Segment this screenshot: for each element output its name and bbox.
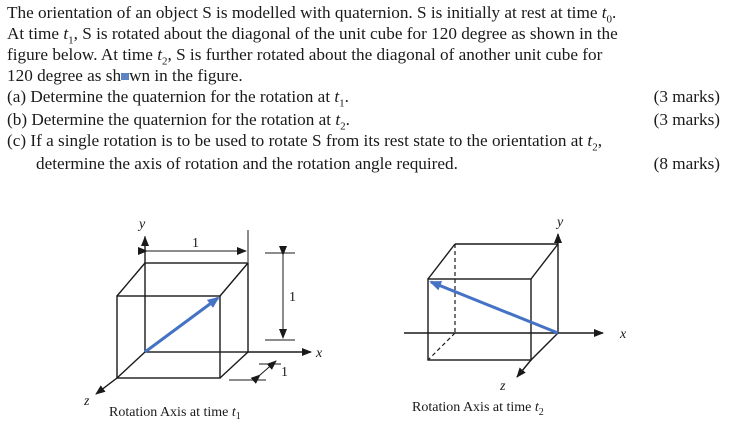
fig2-x-label: x [620, 327, 627, 342]
fig1-depth-label: 1 [281, 365, 288, 380]
question-c-marks: (8 marks) [653, 154, 720, 173]
problem-line-1: The orientation of an object S is modelled with quaternion. S is initially at rest at time $t_0$. [7, 3, 617, 26]
fig1-y-label: y [139, 217, 146, 232]
fig1-depth-dimension [260, 361, 276, 375]
fig1-z-label: z [84, 394, 90, 409]
question-a: (a) Determine the quaternion for the rotation at $t_1$. [7, 87, 349, 110]
cube-1-edge [117, 263, 145, 296]
cube-1-back-face [145, 263, 248, 352]
question-c: (c) If a single rotation is to be used to rotate S from its rest state to the orientation at $t_2$, [7, 131, 602, 154]
fig1-x-label: x [316, 346, 323, 361]
fig2-z-axis [517, 360, 531, 377]
fig2-rotation-axis-arrow [431, 282, 558, 333]
fig2-caption: Rotation Axis at time $t_2$ [412, 400, 544, 418]
question-c-line-2: determine the axis of rotation and the rotation angle required. [36, 154, 458, 173]
fig2-y-label: y [557, 215, 564, 230]
fig1-rotation-axis-arrow [145, 298, 218, 352]
cube-1-edge [220, 263, 248, 296]
cube-1-edge [220, 352, 248, 378]
problem-line-4: 120 degree as sh wn in the figure. [7, 66, 243, 85]
fig2-z-label: z [500, 379, 506, 394]
fig1-caption: Rotation Axis at time $t_1$ [109, 405, 241, 422]
cube-2-front-face [428, 279, 531, 360]
question-a-marks: (3 marks) [653, 87, 720, 106]
fig1-width-label: 1 [192, 236, 199, 251]
problem-line-3: figure below. At time $t_2$, S is further rotated about the diagonal of another unit cube for [7, 45, 603, 68]
fig1-height-label: 1 [289, 290, 296, 305]
cube-2-edge [428, 244, 455, 279]
fig1-z-axis [96, 378, 117, 394]
figure-2 [404, 215, 627, 418]
cube-2-edge [531, 244, 558, 279]
cube-2-edge [531, 333, 558, 360]
cube-1-edge [117, 352, 145, 378]
question-b: (b) Determine the quaternion for the rotation at $t_2$. [7, 110, 350, 133]
question-b-marks: (3 marks) [653, 110, 720, 129]
figure-1 [83, 217, 323, 422]
cube-2-hidden-edge [428, 333, 455, 360]
problem-line-2: At time $t_1$, S is rotated about the diagonal of the unit cube for 120 degree as shown in the [7, 24, 618, 47]
